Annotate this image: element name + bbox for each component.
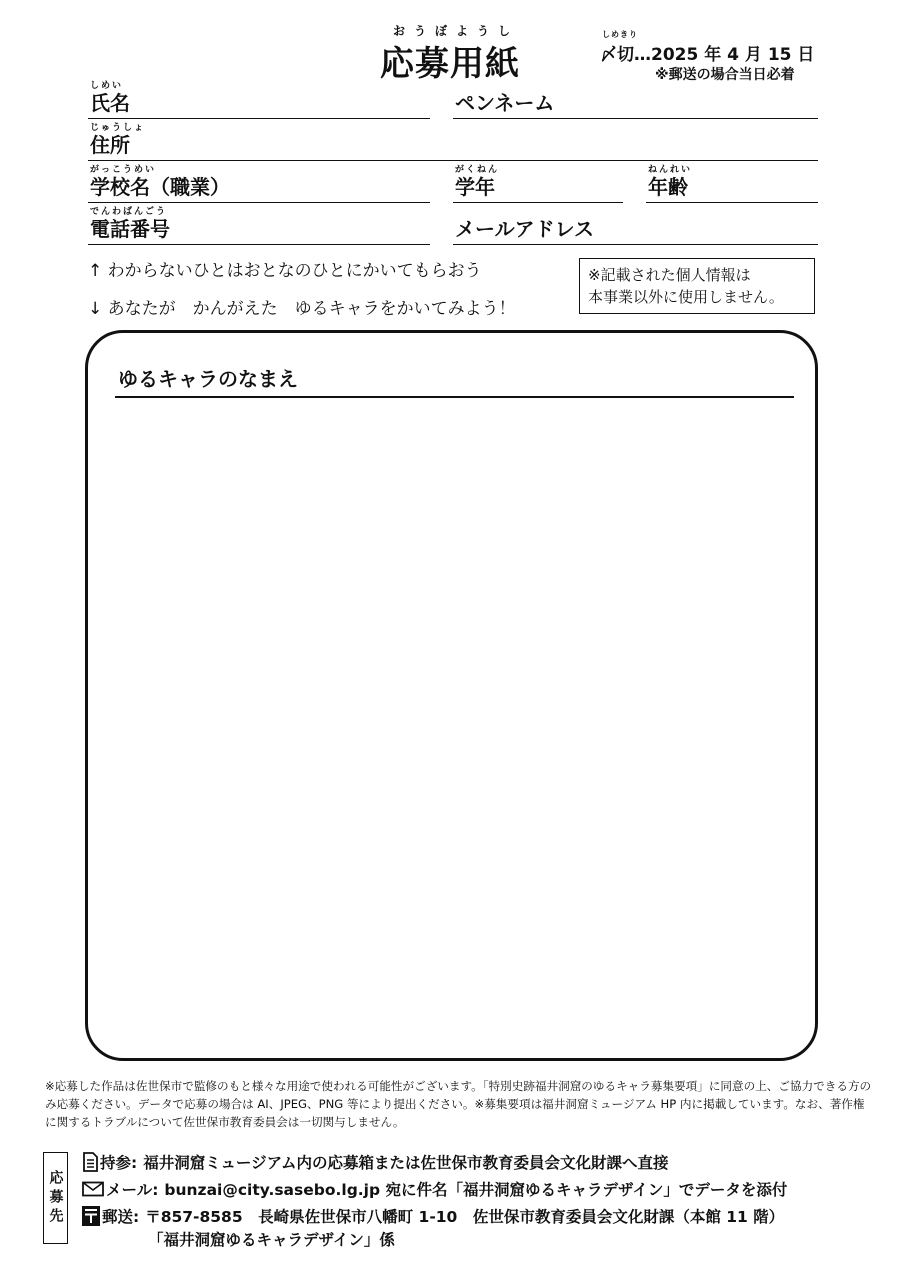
name-label: 氏名	[90, 91, 130, 115]
submit-bring	[82, 1151, 669, 1173]
email-label: メールアドレス	[455, 217, 594, 241]
submission-tag-label: 応募先	[47, 1169, 64, 1227]
guide-down: ↓ あなたが かんがえた ゆるキャラをかいてみよう！	[88, 299, 516, 319]
deadline-ruby: しめきり	[602, 30, 638, 39]
address-label: 住所	[90, 133, 130, 157]
submit-post-line2	[148, 1228, 395, 1250]
phone-field[interactable]	[88, 207, 430, 245]
envelope-icon	[82, 1181, 104, 1197]
address-field[interactable]	[88, 123, 818, 161]
penname-field[interactable]	[453, 92, 818, 119]
grade-field[interactable]	[453, 165, 623, 203]
phone-label: 電話番号	[90, 217, 170, 241]
post-label: 郵送:	[102, 1208, 140, 1226]
postal-mark-icon	[82, 1206, 100, 1226]
submission-tag	[43, 1152, 68, 1244]
guide-up: ↑ わからないひとはおとなのひとにかいてもらおう	[88, 261, 482, 281]
privacy-notice-box	[579, 258, 815, 314]
character-name-line[interactable]	[115, 396, 794, 398]
privacy-line-2: 本事業以外に使用しません。	[588, 288, 784, 306]
document-icon	[82, 1152, 98, 1172]
drawing-area[interactable]	[85, 330, 818, 1061]
page-title: 応募用紙	[380, 44, 520, 84]
age-field[interactable]	[646, 165, 818, 203]
phone-ruby: でんわばんごう	[90, 207, 168, 217]
mail-note: ※郵送の場合当日必着	[655, 67, 795, 83]
grade-ruby: がくねん	[455, 165, 500, 175]
mail-value[interactable]: bunzai@city.sasebo.lg.jp 宛に件名「福井洞窟ゆるキャラデザイン」でデータを添付	[164, 1181, 788, 1199]
school-ruby: がっこうめい	[90, 165, 157, 175]
notice-text: ※応募した作品は佐世保市で監修のもと様々な用途で使われる可能性がございます。「特別史跡福井洞窟のゆるキャラ募集要項」に同意の上、ご協力できる方のみ応募ください。データで応募の場合は AI、JPEG、PNG 等により提出ください。※募集要項は福井洞窟ミュージアム HP 内に掲載しています。なお、著作権に関するトラブルについて佐世保市教育委員会は一切関与しません。	[45, 1079, 872, 1129]
school-label: 学校名（職業）	[90, 175, 230, 199]
privacy-line-1: ※記載された個人情報は	[588, 266, 751, 284]
grade-label: 学年	[455, 175, 495, 199]
mail-label: メール:	[106, 1181, 159, 1199]
age-ruby: ねんれい	[648, 165, 693, 175]
email-field[interactable]	[453, 218, 818, 245]
title-ruby: おうぼようし	[393, 24, 520, 38]
post-value: 〒857-8585 長崎県佐世保市八幡町 1-10 佐世保市教育委員会文化財課（本館 11 階）	[145, 1208, 785, 1226]
submit-post	[82, 1205, 784, 1227]
post-value-2: 「福井洞窟ゆるキャラデザイン」係	[148, 1231, 395, 1249]
bring-label: 持参:	[100, 1154, 138, 1172]
school-field[interactable]	[88, 165, 430, 203]
age-label: 年齢	[648, 175, 688, 199]
name-field[interactable]	[88, 81, 430, 119]
deadline: 〆切…2025 年 4 月 15 日	[600, 45, 815, 65]
submit-mail	[82, 1178, 787, 1200]
address-ruby: じゅうしょ	[90, 123, 146, 133]
character-name-label: ゆるキャラのなまえ	[118, 367, 298, 391]
bring-value: 福井洞窟ミュージアム内の応募箱または佐世保市教育委員会文化財課へ直接	[143, 1154, 669, 1172]
name-ruby: しめい	[90, 81, 124, 91]
penname-label: ペンネーム	[455, 91, 555, 115]
